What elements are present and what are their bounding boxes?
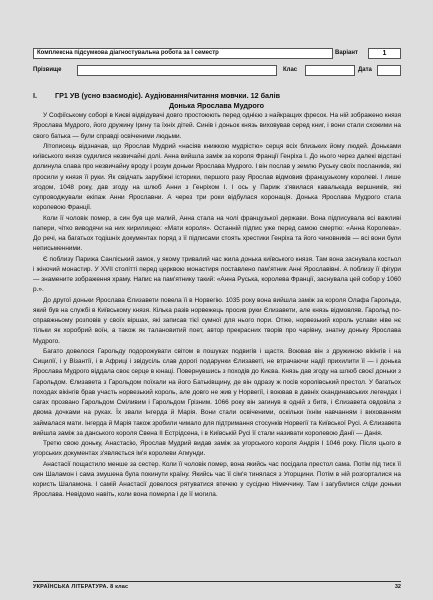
paragraph: Багато довелося Гарольду подорожувати світом в пошуках подвигів і щастя. Воював він з дружиною вікінгів і на Сицилії, і у Візантії, і в Африці і звідусіль слав дорогі подарунки Єлизаветі, не втрачаючи надії прихилити її — і донька Ярослава Мудрого віддала своє серце в юнаці. Повернувшись з походів до Києва. Князь дав згоду на шлюб своєї доньки з Гарольдом. Єлизавета з Гарольдом поїхали на його Батьківщину, де він одразу ж посів королівський престол. У багатьох походах вікінгів брав участь норвезький король, але довго не жив у Норвегії, і воював в давніх скандинавських легендах і сагах прозвано Гарольдом Сміливим і Гарольдом Грізним. 1066 року він загинув в одній з битв, і Єлизавета овдовіла з двома дочками на руках. Їх звали Інгерда й Марія. Вони стали освіченими, оскільки їхнім навчанням і вихованням займалася мати. Інгерда й Марія також зробили чимало для підтримання стосунків Норвегії та Київської Русі. А Єлизавета вийшла заміж за данського короля Свена ІІ Естрідсена, і в Київській Русі її стали називати королевою Данії — Данія. [33,347,401,437]
paragraph: До другої доньки Ярослава Єлизавети повела її в Норвегію. 1035 року вона вийшла заміж за короля Олафа Гарольда, який був на службі в Київському князя. Кілька разів норвежець просив руки Єлизавети, але князь відмовляв. Гарольд по-справжньому розповів у своїх віршах, які записав тієї сумної для нього пори. Отже, норвезький король услави ніве нє тільки як хоробрий воїн, а також як талановитий поет, автор прекрасних творів про чарівну, знатну доньку Ярослава Мудрого. [33,296,401,345]
section-heading [33,91,280,100]
paragraph: Коли її чоловік помер, а син був ще малий, Анна стала на чолі французької держави. Вона підписувала всі важливі папери, чітко виводячи на них кирилицею: «Мати короля». Останній підпис уже перед самою смертю: «Анна Королева». До речі, на багатьох тодішніх документах поряд з її підписами стоять хрестики Генріха та його чиновників — всі вони були неписьменними. [33,214,401,253]
paragraph: Анастасії пощастило менше за сестер. Коли її чоловік помер, вона якийсь час посідала престол сама. Потім під тиск її син Шаламон і сама змушена була покинути країну. Якийсь час її сім'я тинялася з Угорщини. Потім в ній розгорталися на користь Шаламона. І самій Анастасії довелося рятуватися втечею у сусідню Німеччину. Там і загубилися сліди доньки Ярослава. Невідомо навіть, коли вона померла і де її могила. [33,460,401,499]
section-number: І. [33,91,37,100]
form-row-2 [33,65,401,79]
page-footer [33,581,401,591]
surname-label: Прізвище [33,67,62,73]
footer-subject: УКРАЇНСЬКА ЛІТЕРАТУРА. 8 клас [33,584,129,590]
class-field[interactable] [305,65,355,76]
paragraph: Літописець відзначав, що Ярослав Мудрий «насіяв книжкою мудрістю» серця всіх близьких йому людей. Доньками київського князя судилися незвичайні долі. Анна вийшла заміж за короля Франції Генріха І. До нього через далекі відстані долинула слава про незвичайну вроду і розум доньки Ярослава Мудрого. І він послав у землю Руську своїх послаників, які просили у князя її руки. Як свідчать зарубіжні історики, першого разу Ярослав відмовив французькому королеві. І лише згодом, 1048 року, дав згоду на шлюб Анни з Генріхом І. І ось у Париж з'явилася кавалькада вершників, які супроводжували екіпаж Анни Ярославни. А через три роки відбулася коронація. Донька Ярослава Мудрого стала королевою Франції. [33,142,401,212]
surname-field[interactable] [77,65,277,76]
paragraph: Третю свою доньку, Анастасію, Ярослав Мудрий видав заміж за угорського короля Андрія І 1046 року. Після цього в угорських документах з'являється ім'я королеви Агмунди. [33,440,401,458]
header-form [33,48,401,79]
paragraph: У Софіїському соборі в Києві відвідувачі довго простоюють перед однією з найкращих фресок. На ній зображено князя Ярослава Мудрого, його дружину Ірину та їхніх дітей. Синів і доньок князь виховував серед книг, і вони стали схожими на свого батька — були справді освіченими людьми. [33,112,401,140]
work-title-label: Комплексна підсумкова діагностувальна робота за І семестр [37,50,219,56]
page-number: 32 [394,584,401,590]
variant-label: Варіант [335,50,358,56]
text-title: Донька Ярослава Мудрого [168,101,265,110]
class-label: Клас [283,67,298,73]
paragraph: Є поблизу Парижа Санліський замок, у якому тривалий час жила донька київського князя. Там вона заснувала костьол і жіночий монастир. У XVII столітті перед церквою монастиря поставлено пам'ятник Анні Ярославівні. А поблизу її фігури — знамените зображення храму. Напис на пам'ятнику такий: «Анна Руська, королева Франції, заснувала цей собор у 1060 р.». [33,255,401,294]
date-label: Дата [358,67,372,73]
reading-text [33,111,401,501]
date-field[interactable] [377,65,401,76]
form-row-1 [33,48,401,62]
variant-field[interactable]: 1 [368,48,401,59]
section-text: ГР1 УВ (усно взаємодіє). Аудіювання/читання мовчки. 12 балів [55,91,280,100]
